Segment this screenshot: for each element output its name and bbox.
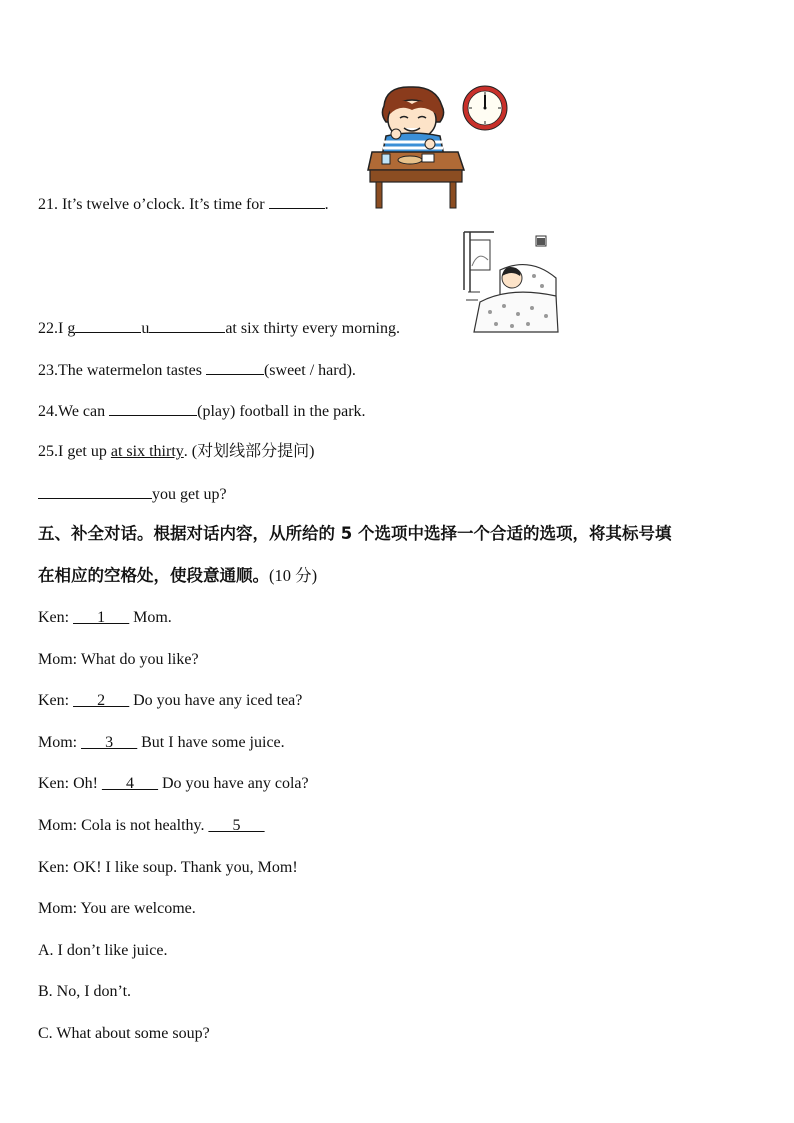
dialogue-blank[interactable]: ___3___ xyxy=(81,734,138,751)
dialogue-text: Ken: xyxy=(38,692,74,709)
question-23 xyxy=(38,359,356,381)
question-text: (play) football in the park. xyxy=(197,403,366,420)
section-title-text: 在相应的空格处，使段意通顺。 xyxy=(38,566,269,585)
dialogue-text: Mom: You are welcome. xyxy=(38,900,196,917)
dialogue-line xyxy=(38,774,309,794)
dialogue-line xyxy=(38,608,172,628)
dialogue-line xyxy=(38,733,285,753)
answer-blank[interactable] xyxy=(109,400,197,416)
question-text: .We can xyxy=(54,403,110,420)
question-25-answer-line xyxy=(38,483,227,505)
option-item: C. What about some soup? xyxy=(38,1025,210,1042)
question-text: .I g xyxy=(54,320,76,337)
dialogue-line xyxy=(38,816,265,836)
answer-blank[interactable] xyxy=(149,317,225,333)
question-text: .The watermelon tastes xyxy=(54,362,206,379)
dialogue-blank[interactable]: ___2___ xyxy=(73,692,130,709)
answer-blank[interactable] xyxy=(206,359,264,375)
question-text: .I get up xyxy=(54,443,111,460)
dialogue-line xyxy=(38,691,302,711)
dialogue-blank[interactable]: ___4___ xyxy=(101,775,158,792)
option-item: B. No, I don’t. xyxy=(38,983,132,1000)
answer-blank[interactable] xyxy=(75,317,141,333)
section-score: (10 分) xyxy=(269,566,318,585)
dialogue-line xyxy=(38,858,298,878)
dialogue-blank[interactable]: ___1___ xyxy=(73,609,130,626)
answer-blank[interactable] xyxy=(38,483,152,499)
kid-in-bed-illustration xyxy=(460,230,560,334)
dialogue-text: Mom: xyxy=(38,734,82,751)
question-25 xyxy=(38,442,314,462)
answer-blank[interactable] xyxy=(269,193,325,209)
dialogue-text: Mom. xyxy=(129,609,172,626)
dialogue-text: But I have some juice. xyxy=(137,734,285,751)
dialogue-text: Ken: OK! I like soup. Thank you, Mom! xyxy=(38,859,298,876)
option-item: A. I don’t like juice. xyxy=(38,942,168,959)
question-number: 24 xyxy=(38,403,54,420)
question-text: you get up? xyxy=(152,486,227,503)
dialogue-text: Mom: What do you like? xyxy=(38,651,199,668)
section-5-title xyxy=(38,524,671,544)
dialogue-text: Do you have any cola? xyxy=(157,775,309,792)
question-24 xyxy=(38,400,366,422)
question-21: 21. It’s twelve o’clock. It’s time for . xyxy=(38,193,329,215)
dialogue-text: Ken: Oh! xyxy=(38,775,102,792)
question-number: 23 xyxy=(38,362,54,379)
question-number: 21 xyxy=(38,196,54,213)
clock-illustration xyxy=(461,84,509,132)
dialogue-line xyxy=(38,650,199,670)
section-title-text: 五、补全对话。根据对话内容，从所给的 5 个选项中选择一个合适的选项，将其标号填 xyxy=(38,524,672,543)
dialogue-text: Ken: xyxy=(38,609,74,626)
question-text: (sweet / hard). xyxy=(263,362,356,379)
underlined-phrase: at six thirty xyxy=(110,443,184,460)
question-number: 25 xyxy=(38,443,54,460)
question-number: 22 xyxy=(38,320,54,337)
question-instruction: . (对划线部分提问) xyxy=(183,443,315,460)
boy-eating-illustration xyxy=(366,84,466,210)
question-22 xyxy=(38,317,400,339)
dialogue-blank[interactable]: ___5___ xyxy=(208,817,265,834)
question-text: . It’s twelve o’clock. It’s time for xyxy=(54,196,269,213)
section-5-title-cont xyxy=(38,566,317,586)
question-text: u xyxy=(141,320,150,337)
dialogue-text: Mom: Cola is not healthy. xyxy=(38,817,209,834)
dialogue-line xyxy=(38,899,196,919)
dialogue-text: Do you have any iced tea? xyxy=(129,692,303,709)
question-text: at six thirty every morning. xyxy=(225,320,400,337)
